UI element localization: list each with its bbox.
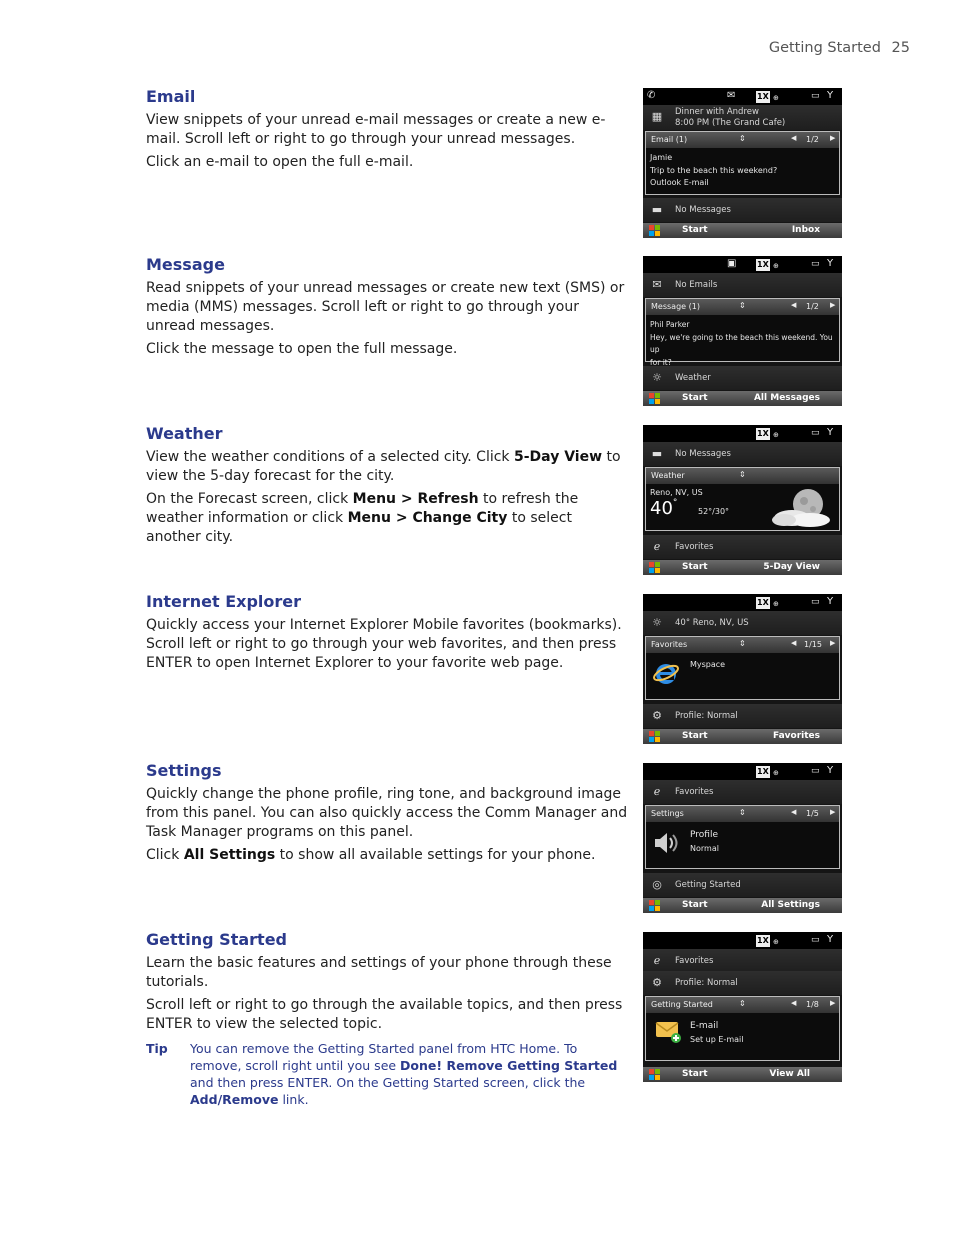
favorites-panel[interactable] [645,636,840,700]
panel-title: Message (1) [651,302,700,311]
favorite-item: Myspace [690,660,726,669]
panel-title: Favorites [651,640,688,649]
section-internet-explorer [146,592,630,677]
network-badge: 1X [757,767,769,776]
battery-icon: ▭ [811,259,820,269]
network-badge: 1X [757,92,769,101]
internet-explorer-icon: ℯ [653,785,661,798]
page-number: 25 [891,40,910,56]
section-title: Message [146,255,225,274]
text-bold: All Settings [183,847,276,863]
tip-label: Tip [146,1041,168,1056]
favorites-row[interactable] [643,780,842,804]
signal-icon: Y [827,596,834,607]
email-sender: Jamie [650,153,673,162]
weather-row[interactable] [643,611,842,635]
section-message [146,255,630,363]
profile-title: Profile [690,830,718,840]
favorites-row[interactable] [643,949,842,973]
calendar-row[interactable] [643,105,842,130]
panel-body [650,319,839,369]
text-run: You can remove the Getting Started panel from HTC Home. To remove, scroll right until you see [190,1041,578,1073]
text-run: On the Forecast screen, click [146,491,353,507]
arrow-left-icon[interactable]: ◀ [791,134,797,142]
battery-icon: ▭ [811,597,820,607]
sync-icon: ⊕ [773,262,779,270]
start-softkey[interactable]: Start [682,1069,708,1079]
section-weather [146,424,630,551]
network-badge: 1X [757,598,769,607]
status-bar [643,932,842,949]
panel-count: 1/2 [806,135,819,144]
email-account: Outlook E-mail [650,178,709,187]
section-title: Internet Explorer [146,592,302,611]
degree-symbol: ° [672,498,678,508]
status-bar [643,88,842,105]
section-getting-started [146,930,630,1038]
text-bold: Add/Remove [190,1092,279,1107]
panel-count: 1/8 [806,1000,819,1009]
panel-body [650,152,777,190]
text-bold: > [390,510,413,526]
row-text: Favorites [675,542,714,552]
all-messages-softkey[interactable]: All Messages [753,393,820,403]
tutorial-title: E-mail [690,1021,719,1031]
section-title: Getting Started [146,930,287,949]
row-text: Favorites [675,787,714,797]
row-text: No Emails [675,280,718,290]
text-bold: Refresh [417,491,479,507]
text-bold: Change City [412,510,508,526]
row-text: No Messages [675,205,731,215]
section-paragraph: Read snippets of your unread messages or create new text (SMS) or media (MMS) messages. Scroll left or right to go through your unread messages. [146,280,625,334]
favorites-row[interactable] [643,535,842,559]
arrow-right-icon[interactable]: ▶ [830,301,836,309]
row-text: Favorites [675,956,714,966]
panel-title: Settings [651,809,684,818]
text-run: Click [146,847,184,863]
profile-row[interactable] [643,971,842,995]
row-text: No Messages [675,449,731,459]
message-panel[interactable] [645,298,840,367]
weather-temperature [650,498,677,519]
status-bar [643,256,842,273]
row-text: 40° Reno, NV, US [675,618,749,628]
getting-started-row[interactable] [643,873,842,897]
signal-icon: Y [827,90,834,101]
section-paragraph: View snippets of your unread e-mail messages or create a new e-mail. Scroll left or right to go through your unread messages. [146,112,606,147]
temperature-value: 40 [650,498,673,519]
panel-count: 1/5 [806,809,819,818]
getting-started-icon: ◎ [652,878,662,891]
section-paragraph: Scroll left or right to go through the available topics, and then press ENTER to view the selected topic. [146,997,623,1032]
text-run: and then press ENTER. On the Getting Started screen, click the [190,1075,586,1090]
getting-started-panel[interactable] [645,996,840,1061]
tutorial-subtitle: Set up E-mail [690,1035,744,1044]
network-badge: 1X [757,260,769,269]
appointment-time: 8:00 PM (The Grand Cafe) [675,118,786,128]
internet-explorer-icon: ℯ [653,954,661,967]
message-icon: ▬ [651,447,663,460]
sync-icon: ⊕ [773,94,779,102]
start-softkey[interactable]: Start [682,562,708,572]
text-run: to view the 5-day forecast for the city. [146,449,621,484]
message-icon: ▬ [651,203,663,216]
soft-key-bar [643,729,842,744]
sync-icon: ⊕ [773,600,779,608]
start-softkey[interactable]: Start [682,393,708,403]
panel-title: Getting Started [651,1000,713,1009]
email-subject: Trip to the beach this weekend? [650,165,778,175]
email-setup-icon [654,1017,682,1045]
panel-header [646,806,839,822]
text-bold: 5-Day View [514,449,603,465]
messages-row[interactable] [643,442,842,466]
text-run: to show all available settings for your phone. [275,847,596,863]
section-email [146,87,630,176]
arrow-right-icon[interactable]: ▶ [830,808,836,816]
section-paragraph: Quickly change the phone profile, ring tone, and background image from this panel. You can also quickly access the Comm Manager and Task Manager programs on this panel. [146,786,628,840]
start-softkey[interactable]: Start [682,225,708,235]
updown-icon: ⇕ [739,808,746,817]
updown-icon: ⇕ [739,999,746,1008]
settings-panel[interactable] [645,805,840,869]
calendar-icon: ▦ [651,110,663,123]
text-bold: Done! Remove Getting Started [400,1058,618,1073]
section-paragraph [146,846,630,865]
screenshot-internet-explorer [643,594,842,744]
arrow-left-icon[interactable]: ◀ [791,301,797,309]
tip-text [190,1040,626,1108]
screenshot-message [643,256,842,406]
chapter-title: Getting Started [768,40,881,56]
sync-icon: ⊕ [773,769,779,777]
envelope-icon: ✉ [652,278,662,291]
section-title: Weather [146,424,223,443]
signal-icon: Y [827,258,834,269]
soft-key-bar [643,223,842,238]
weather-row[interactable] [643,366,842,390]
mms-icon: ▣ [727,258,737,269]
arrow-left-icon[interactable]: ◀ [791,808,797,816]
envelope-icon: ✉ [727,90,736,101]
network-badge: 1X [757,936,769,945]
battery-icon: ▭ [811,91,820,101]
inbox-softkey[interactable]: Inbox [791,225,820,235]
status-bar [643,763,842,780]
message-sender: Phil Parker [650,320,690,329]
speaker-icon [652,830,678,856]
arrow-left-icon[interactable]: ◀ [791,999,797,1007]
network-badge: 1X [757,429,769,438]
phone-icon: ✆ [647,90,656,101]
arrow-right-icon[interactable]: ▶ [830,134,836,142]
text-bold: Menu [352,491,397,507]
row-text [675,107,785,129]
section-paragraph: Click an e-mail to open the full e-mail. [146,154,414,170]
section-paragraph [146,448,630,486]
panel-header [646,299,839,315]
windows-logo-icon [649,731,660,742]
sync-icon: ⊕ [773,938,779,946]
text-run: to select another city. [146,510,572,545]
panel-title: Email (1) [651,135,688,144]
tutorial-item [690,1019,743,1047]
arrow-right-icon[interactable]: ▶ [830,639,836,647]
status-bar [643,425,842,442]
windows-logo-icon [649,900,660,911]
panel-header [646,637,839,653]
profile-item [690,828,719,856]
updown-icon: ⇕ [739,470,746,479]
profile-row[interactable] [643,704,842,728]
signal-icon: Y [827,765,834,776]
section-title: Email [146,87,196,106]
sun-icon: ☼ [652,371,662,384]
all-settings-softkey[interactable]: All Settings [761,900,820,910]
section-paragraph: Click the message to open the full message. [146,341,458,357]
panel-header [646,132,839,148]
message-snippet: Hey, we're going to the beach this weekend. You up [650,332,833,354]
five-day-view-softkey[interactable]: 5-Day View [763,562,820,572]
battery-icon: ▭ [811,428,820,438]
row-text: Weather [675,373,711,383]
weather-panel[interactable] [645,467,840,531]
section-paragraph: Learn the basic features and settings of your phone through these tutorials. [146,955,612,990]
favorites-softkey[interactable]: Favorites [772,731,820,741]
battery-icon: ▭ [811,935,820,945]
internet-explorer-logo-icon [652,659,680,687]
gear-icon: ⚙ [652,976,662,989]
panel-title: Weather [651,471,685,480]
arrow-right-icon[interactable]: ▶ [830,999,836,1007]
profile-value: Normal [690,844,719,853]
soft-key-bar [643,898,842,913]
soft-key-bar [643,391,842,406]
windows-logo-icon [649,393,660,404]
battery-icon: ▭ [811,766,820,776]
page-header [769,40,910,56]
screenshot-getting-started [643,932,842,1082]
start-softkey[interactable]: Start [682,731,708,741]
section-title: Settings [146,761,222,780]
weather-range: 52°/30° [698,507,730,516]
updown-icon: ⇕ [739,301,746,310]
windows-logo-icon [649,225,660,236]
screenshot-settings [643,763,842,913]
text-run: link. [278,1092,309,1107]
screenshot-weather [643,425,842,575]
status-bar [643,594,842,611]
section-paragraph: Quickly access your Internet Explorer Mobile favorites (bookmarks). Scroll left or right to go through your web favorites, and then press ENTER to open Internet Explorer to your favorite web page. [146,617,622,671]
section-paragraph [146,490,630,547]
view-all-softkey[interactable]: View All [769,1069,810,1079]
updown-icon: ⇕ [739,639,746,648]
message-snippet: for it? [650,357,672,367]
row-text: Profile: Normal [675,711,738,721]
row-text: Getting Started [675,880,741,890]
sync-icon: ⊕ [773,431,779,439]
appointment-title: Dinner with Andrew [675,107,759,117]
windows-logo-icon [649,562,660,573]
moon-cloud-icon [770,486,834,528]
text-run: View the weather conditions of a selected city. Click [146,449,514,465]
signal-icon: Y [827,934,834,945]
panel-header [646,468,839,484]
signal-icon: Y [827,427,834,438]
text-run: to refresh the weather information or click [146,491,579,526]
screenshot-email [643,88,842,238]
internet-explorer-icon: ℯ [653,540,661,553]
email-panel[interactable] [645,131,840,195]
panel-count: 1/15 [804,640,822,649]
soft-key-bar [643,1067,842,1082]
gear-icon: ⚙ [652,709,662,722]
soft-key-bar [643,560,842,575]
updown-icon: ⇕ [739,134,746,143]
row-text: Profile: Normal [675,978,738,988]
email-row[interactable] [643,273,842,297]
arrow-left-icon[interactable]: ◀ [791,639,797,647]
text-bold: Menu [347,510,391,526]
sun-icon: ☼ [652,616,662,629]
start-softkey[interactable]: Start [682,900,708,910]
text-bold: > [396,491,418,507]
tip-note [146,1040,626,1108]
messages-row[interactable] [643,198,842,222]
panel-count: 1/2 [806,302,819,311]
windows-logo-icon [649,1069,660,1080]
weather-city: Reno, NV, US [650,488,703,497]
section-settings [146,761,630,869]
panel-header [646,997,839,1013]
